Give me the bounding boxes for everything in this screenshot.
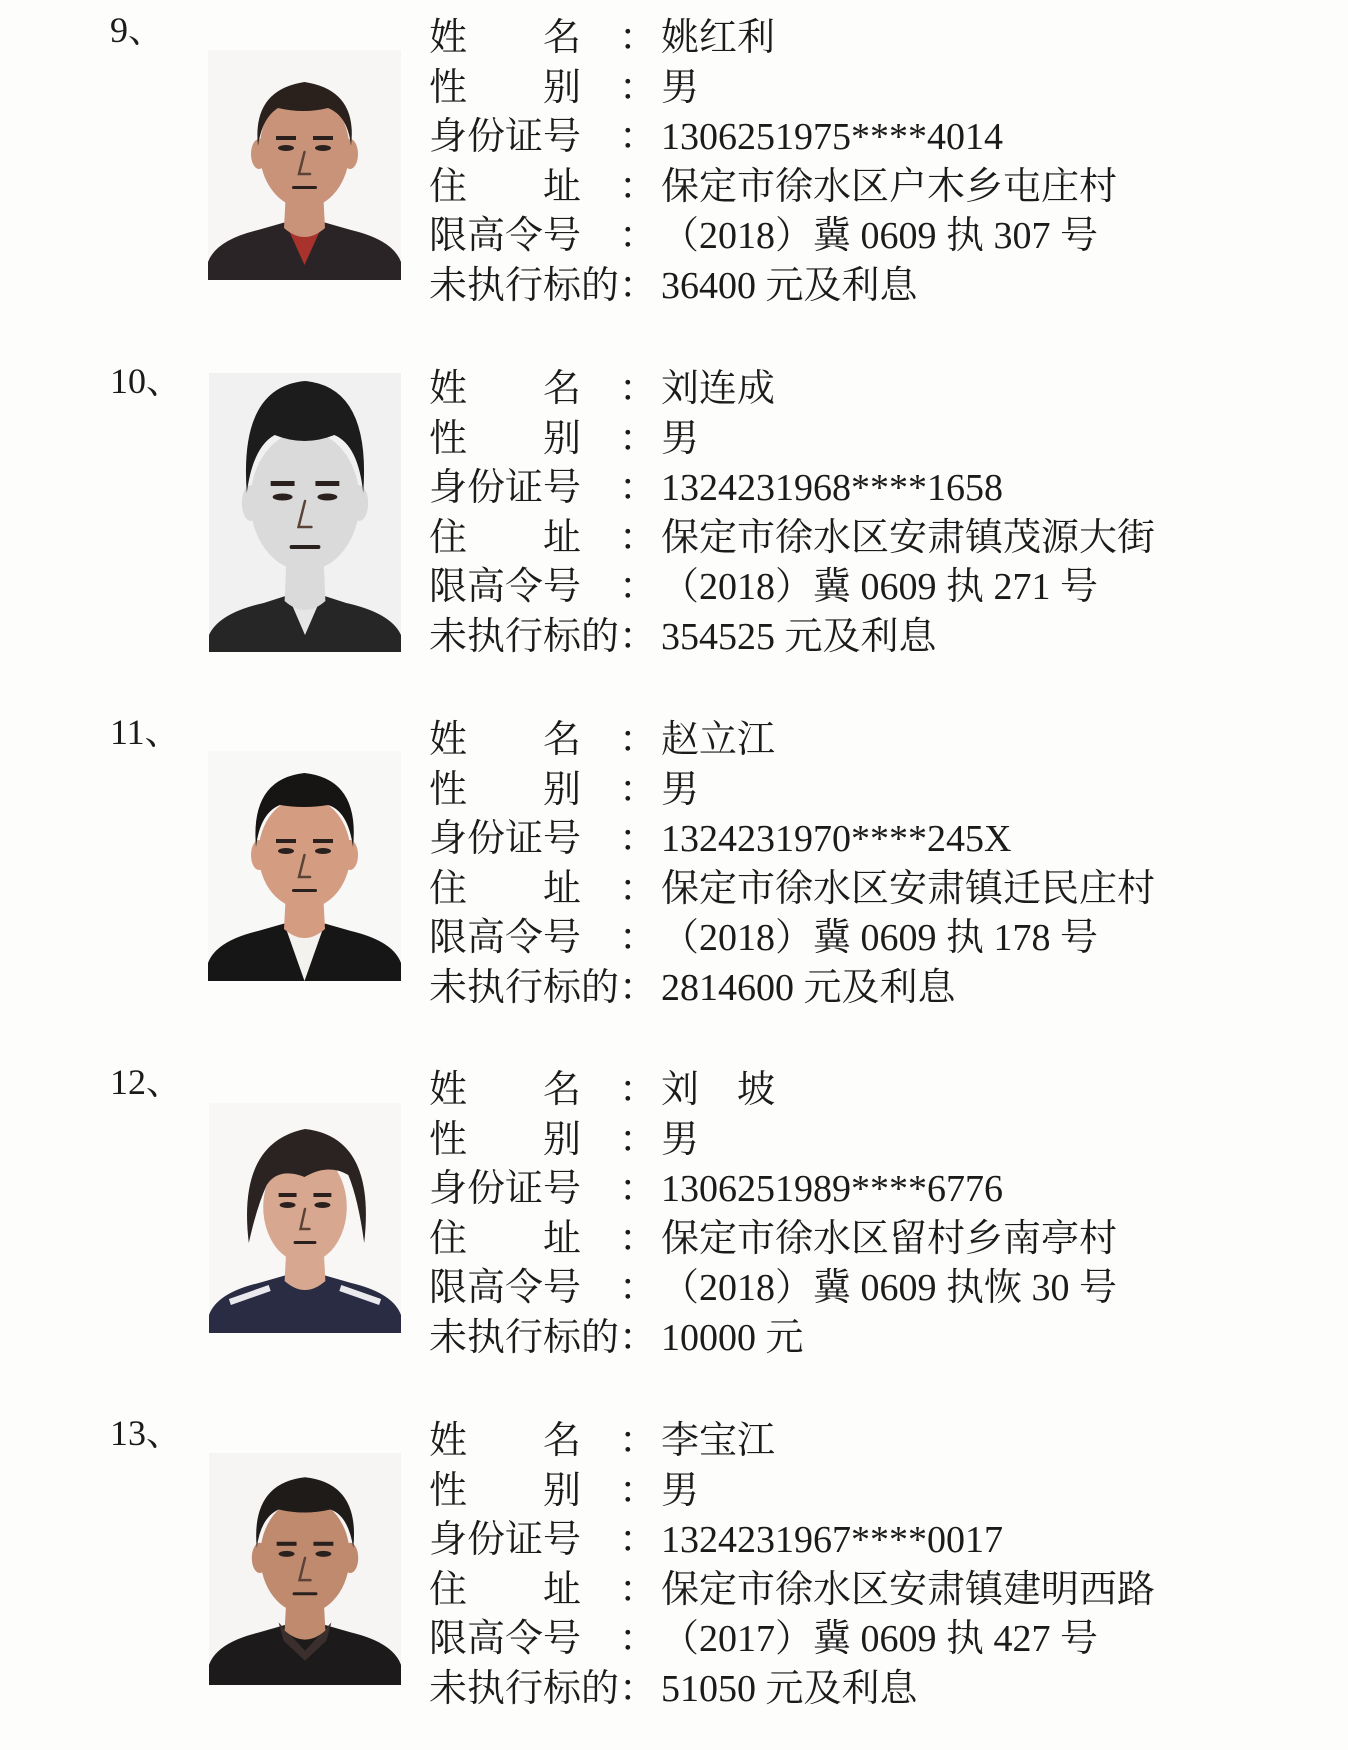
gender-row <box>429 766 1329 816</box>
portrait-brow <box>271 481 295 486</box>
order-row <box>429 212 1329 262</box>
person-entry <box>0 361 1348 665</box>
name-label: 姓 名 <box>429 719 582 761</box>
amount-value: 354525 元及利息 <box>661 615 937 658</box>
order-value: （2018）冀 0609 执 307 号 <box>661 215 1099 257</box>
order-value: （2018）冀 0609 执 178 号 <box>661 917 1099 959</box>
portrait-mouth <box>292 889 317 892</box>
portrait-eye <box>273 494 293 501</box>
portrait-photo <box>209 1103 401 1333</box>
colon: ： <box>619 1217 658 1260</box>
order-label: 限高令号 <box>429 215 582 257</box>
amount-label: 未执行标的 <box>429 615 620 658</box>
address-label: 住 址 <box>429 867 582 910</box>
entry-number: 13、 <box>110 1413 183 1453</box>
portrait-brow <box>313 1542 333 1546</box>
order-row <box>429 1615 1329 1665</box>
colon: ： <box>619 17 658 59</box>
portrait-eye <box>279 1551 295 1557</box>
portrait-eye <box>315 1551 331 1557</box>
colon: ： <box>619 1519 658 1561</box>
colon: ： <box>619 1618 658 1660</box>
colon: ： <box>619 917 658 959</box>
name-label: 姓 名 <box>429 17 582 59</box>
portrait-eye <box>278 848 294 854</box>
name-value: 赵立江 <box>661 719 776 761</box>
id-row <box>429 1165 1329 1215</box>
colon: ： <box>619 116 658 158</box>
id-label: 身份证号 <box>429 116 582 158</box>
info-fields <box>429 716 1329 1013</box>
portrait-eye <box>317 494 337 501</box>
gender-row <box>429 1116 1329 1166</box>
address-label: 住 址 <box>429 516 582 559</box>
portrait-brow <box>313 839 333 843</box>
colon: ： <box>619 1667 658 1710</box>
gender-value: 男 <box>661 417 700 460</box>
id-row <box>429 1516 1329 1566</box>
gender-value: 男 <box>661 66 700 109</box>
gender-row <box>429 1467 1329 1517</box>
colon: ： <box>619 867 658 910</box>
name-row <box>429 1417 1329 1467</box>
portrait-eye <box>315 145 331 151</box>
portrait-mouth <box>292 186 317 189</box>
order-row <box>429 1264 1329 1314</box>
address-value: 保定市徐水区留村乡南亭村 <box>661 1217 1118 1260</box>
order-row <box>429 914 1329 964</box>
address-row <box>429 514 1329 564</box>
id-row <box>429 464 1329 514</box>
address-row <box>429 1215 1329 1265</box>
name-row <box>429 365 1329 415</box>
amount-value: 36400 元及利息 <box>661 264 918 307</box>
name-value: 李宝江 <box>661 1420 776 1462</box>
portrait-mouth <box>290 545 321 549</box>
colon: ： <box>619 264 658 307</box>
colon: ： <box>619 966 658 1009</box>
id-label: 身份证号 <box>429 467 582 509</box>
order-value: （2018）冀 0609 执恢 30 号 <box>661 1267 1118 1309</box>
portrait-mouth <box>294 1241 317 1244</box>
amount-row <box>429 613 1329 663</box>
name-row <box>429 716 1329 766</box>
order-value: （2017）冀 0609 执 427 号 <box>661 1618 1099 1660</box>
person-entry <box>0 1062 1348 1366</box>
amount-value: 51050 元及利息 <box>661 1667 918 1710</box>
colon: ： <box>619 1267 658 1309</box>
gender-value: 男 <box>661 768 700 811</box>
person-entry <box>0 712 1348 1016</box>
portrait-brow <box>277 1542 297 1546</box>
portrait-brow <box>313 1193 331 1197</box>
address-label: 住 址 <box>429 165 582 208</box>
id-value: 1324231967****0017 <box>661 1519 1003 1561</box>
name-value: 刘连成 <box>661 368 776 410</box>
gender-label: 性 别 <box>429 1118 582 1161</box>
portrait-brow <box>315 481 339 486</box>
entry-number: 12、 <box>110 1062 183 1102</box>
name-label: 姓 名 <box>429 368 582 410</box>
gender-row <box>429 415 1329 465</box>
colon: ： <box>619 1118 658 1161</box>
colon: ： <box>619 719 658 761</box>
amount-label: 未执行标的 <box>429 1316 620 1359</box>
name-value: 刘 坡 <box>661 1069 776 1111</box>
amount-value: 2814600 元及利息 <box>661 966 956 1009</box>
order-row <box>429 563 1329 613</box>
colon: ： <box>619 1420 658 1462</box>
name-label: 姓 名 <box>429 1069 582 1111</box>
amount-label: 未执行标的 <box>429 1667 620 1710</box>
portrait-brow <box>313 136 333 140</box>
colon: ： <box>619 516 658 559</box>
id-value: 1324231970****245X <box>661 818 1012 860</box>
person-entry <box>0 10 1348 314</box>
portrait-brow <box>279 1193 297 1197</box>
colon: ： <box>619 165 658 208</box>
portrait-brow <box>276 839 296 843</box>
address-row <box>429 163 1329 213</box>
address-label: 住 址 <box>429 1568 582 1611</box>
colon: ： <box>619 467 658 509</box>
id-label: 身份证号 <box>429 1519 582 1561</box>
portrait-photo <box>209 1453 401 1685</box>
colon: ： <box>619 1069 658 1111</box>
order-value: （2018）冀 0609 执 271 号 <box>661 566 1099 608</box>
portrait-face <box>260 1498 350 1613</box>
portrait-brow <box>276 136 296 140</box>
entry-number: 10、 <box>110 361 183 401</box>
address-value: 保定市徐水区安肃镇茂源大街 <box>661 516 1156 559</box>
name-row <box>429 1066 1329 1116</box>
id-value: 1306251989****6776 <box>661 1168 1003 1210</box>
colon: ： <box>619 66 658 109</box>
address-value: 保定市徐水区安肃镇建明西路 <box>661 1568 1156 1611</box>
amount-row <box>429 964 1329 1014</box>
gender-label: 性 别 <box>429 417 582 460</box>
portrait-eye <box>315 848 331 854</box>
entry-number: 11、 <box>110 712 181 752</box>
portrait-eye <box>280 1202 296 1208</box>
order-label: 限高令号 <box>429 566 582 608</box>
id-label: 身份证号 <box>429 1168 582 1210</box>
address-value: 保定市徐水区安肃镇迁民庄村 <box>661 867 1156 910</box>
address-value: 保定市徐水区户木乡屯庄村 <box>661 165 1118 208</box>
colon: ： <box>619 566 658 608</box>
colon: ： <box>619 215 658 257</box>
gender-label: 性 别 <box>429 66 582 109</box>
portrait-photo <box>209 373 401 652</box>
name-value: 姚红利 <box>661 17 776 59</box>
colon: ： <box>619 768 658 811</box>
order-label: 限高令号 <box>429 1618 582 1660</box>
portrait-mouth <box>293 1592 318 1595</box>
portrait-eye <box>278 145 294 151</box>
portrait-photo <box>208 50 401 280</box>
id-row <box>429 113 1329 163</box>
amount-row <box>429 1665 1329 1715</box>
colon: ： <box>619 368 658 410</box>
portrait-face <box>259 797 351 909</box>
colon: ： <box>619 1469 658 1512</box>
order-label: 限高令号 <box>429 1267 582 1309</box>
gender-value: 男 <box>661 1469 700 1512</box>
info-fields <box>429 1066 1329 1363</box>
amount-label: 未执行标的 <box>429 264 620 307</box>
address-label: 住 址 <box>429 1217 582 1260</box>
gender-label: 性 别 <box>429 1469 582 1512</box>
info-fields <box>429 365 1329 662</box>
entry-number: 9、 <box>110 10 165 50</box>
info-fields <box>429 1417 1329 1714</box>
name-label: 姓 名 <box>429 1420 582 1462</box>
address-row <box>429 865 1329 915</box>
colon: ： <box>619 417 658 460</box>
id-row <box>429 815 1329 865</box>
colon: ： <box>619 1568 658 1611</box>
amount-label: 未执行标的 <box>429 966 620 1009</box>
colon: ： <box>619 818 658 860</box>
portrait-photo <box>208 751 401 981</box>
portrait-eye <box>314 1202 330 1208</box>
info-fields <box>429 14 1329 311</box>
address-row <box>429 1566 1329 1616</box>
gender-row <box>429 64 1329 114</box>
colon: ： <box>619 1316 658 1359</box>
id-label: 身份证号 <box>429 818 582 860</box>
colon: ： <box>619 1168 658 1210</box>
amount-value: 10000 元 <box>661 1316 804 1359</box>
gender-value: 男 <box>661 1118 700 1161</box>
id-value: 1306251975****4014 <box>661 116 1003 158</box>
gender-label: 性 别 <box>429 768 582 811</box>
person-entry <box>0 1413 1348 1717</box>
name-row <box>429 14 1329 64</box>
amount-row <box>429 262 1329 312</box>
id-value: 1324231968****1658 <box>661 467 1003 509</box>
amount-row <box>429 1314 1329 1364</box>
order-label: 限高令号 <box>429 917 582 959</box>
colon: ： <box>619 615 658 658</box>
